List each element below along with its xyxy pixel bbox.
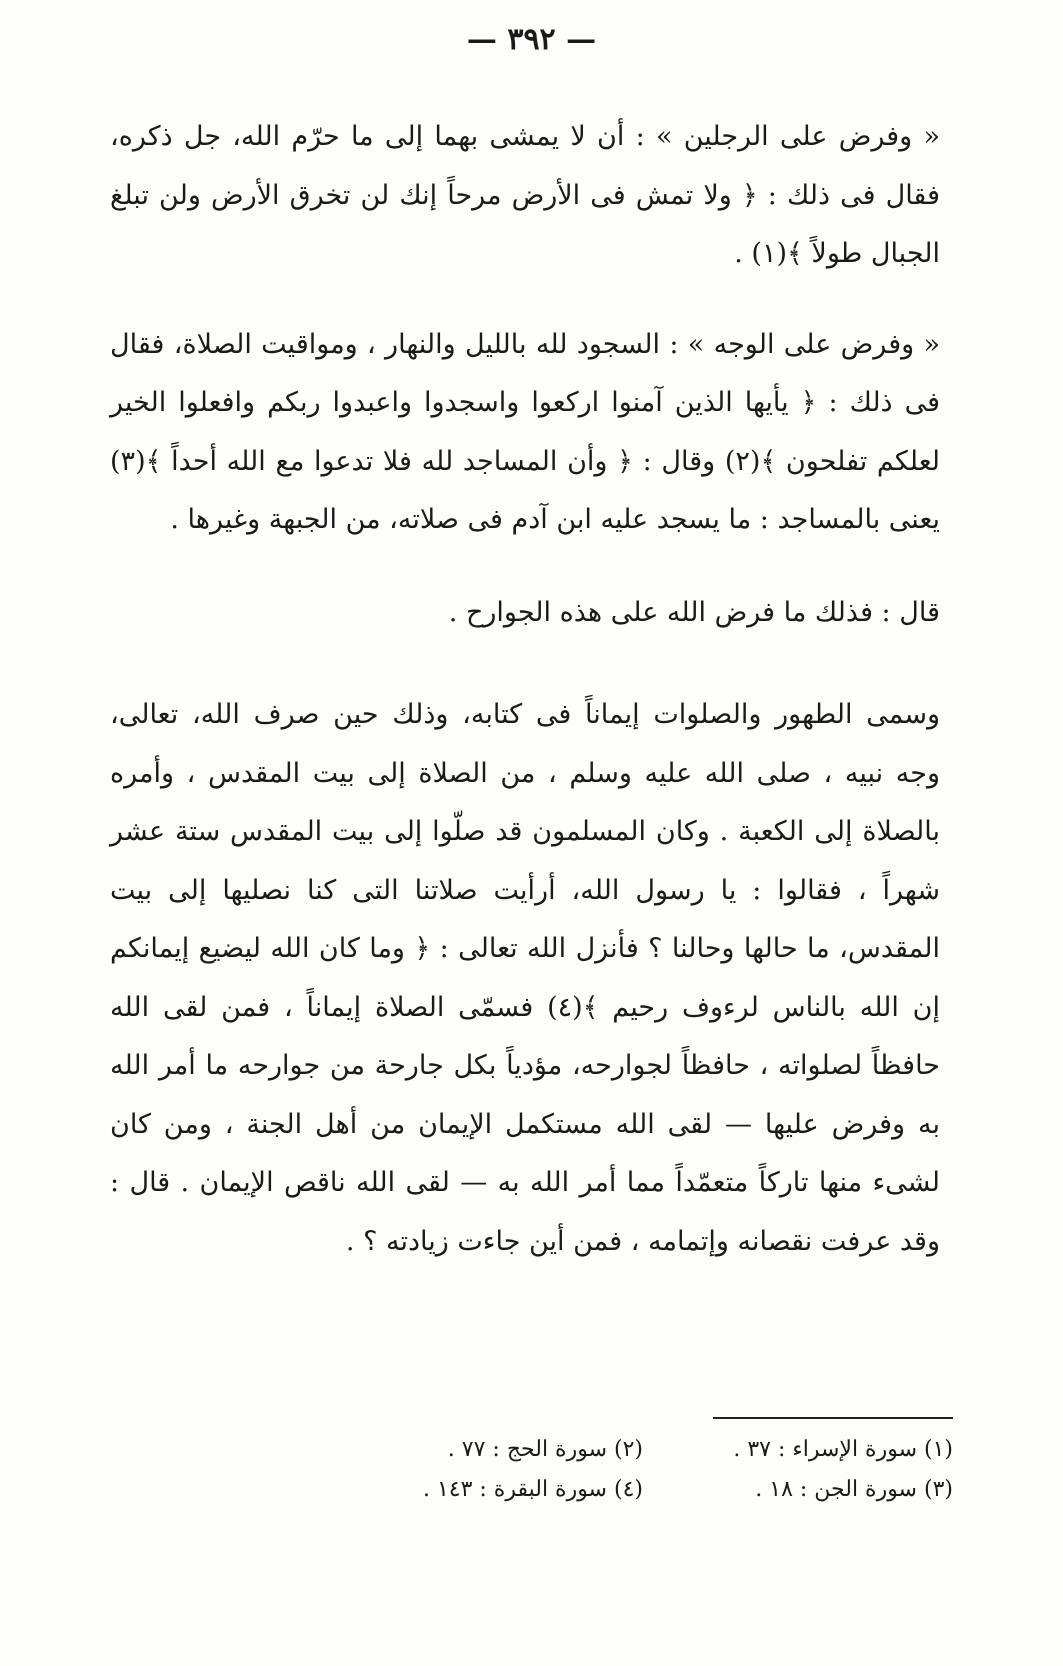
footnote-divider: [713, 1417, 953, 1419]
paragraph-summary: قال : فذلك ما فرض الله على هذه الجوارح .: [448, 596, 940, 628]
paragraph-feet: « وفرض على الرجلين » : أن لا يمشى بهما إلى ما حرّم الله، جل ذكره، فقال فى ذلك : ﴿ ولا تمش فى الأرض مرحاً إنك لن تخرق الأرض ولن تبلغ الجبال طولاً ﴾(١) .: [110, 121, 940, 269]
footnote-1: (١) سورة الإسراء : ٣٧ .: [733, 1437, 953, 1462]
footnote-4: (٤) سورة البقرة : ١٤٣ .: [422, 1477, 643, 1502]
paragraph-faith: وسمى الطهور والصلوات إيماناً فى كتابه، وذلك حين صرف الله، تعالى، وجه نبيه ، صلى الله عليه وسلم ، من الصلاة إلى بيت المقدس ، وأمره بالصلاة إلى الكعبة . وكان المسلمون قد صلّوا إلى بيت المقدس ستة عشر شهراً ، فقالوا : يا رسول الله، أرأيت صلاتنا التى كنا نصليها إلى بيت المقدس، ما حالها وحالنا ؟ فأنزل الله تعالى : ﴿ وما كان الله ليضيع إيمانكم إن الله بالناس لرءوف رحيم ﴾(٤) فسمّى الصلاة إيماناً ، فمن لقى الله حافظاً لصلواته ، حافظاً لجوارحه، مؤدياً بكل جارحة من جوارحه ما أمر الله به وفرض عليها — لقى الله مستكمل الإيمان من أهل الجنة ، ومن كان لشىء منها تاركاً متعمّداً مما أمر الله به — لقى الله ناقص الإيمان . قال : وقد عرفت نقصانه وإتمامه ، فمن أين جاءت زيادته ؟ .: [110, 699, 941, 1257]
paragraph-face: « وفرض على الوجه » : السجود لله بالليل والنهار ، ومواقيت الصلاة، فقال فى ذلك : ﴿ يأيها الذين آمنوا اركعوا واسجدوا واعبدوا ربكم وافعلوا الخير لعلكم تفلحون ﴾(٢) وقال : ﴿ وأن المساجد لله فلا تدعوا مع الله أحداً ﴾(٣) يعنى بالمساجد : ما يسجد عليه ابن آدم فى صلاته، من الجبهة وغيرها .: [110, 328, 940, 535]
footnotes: [393, 1430, 953, 1510]
footnote-2: (٢) سورة الحج : ٧٧ .: [447, 1437, 643, 1462]
page-number: — ٣٩٢ —: [466, 22, 597, 57]
footnote-3: (٣) سورة الجن : ١٨ .: [755, 1477, 953, 1502]
main-text: [110, 108, 940, 1271]
